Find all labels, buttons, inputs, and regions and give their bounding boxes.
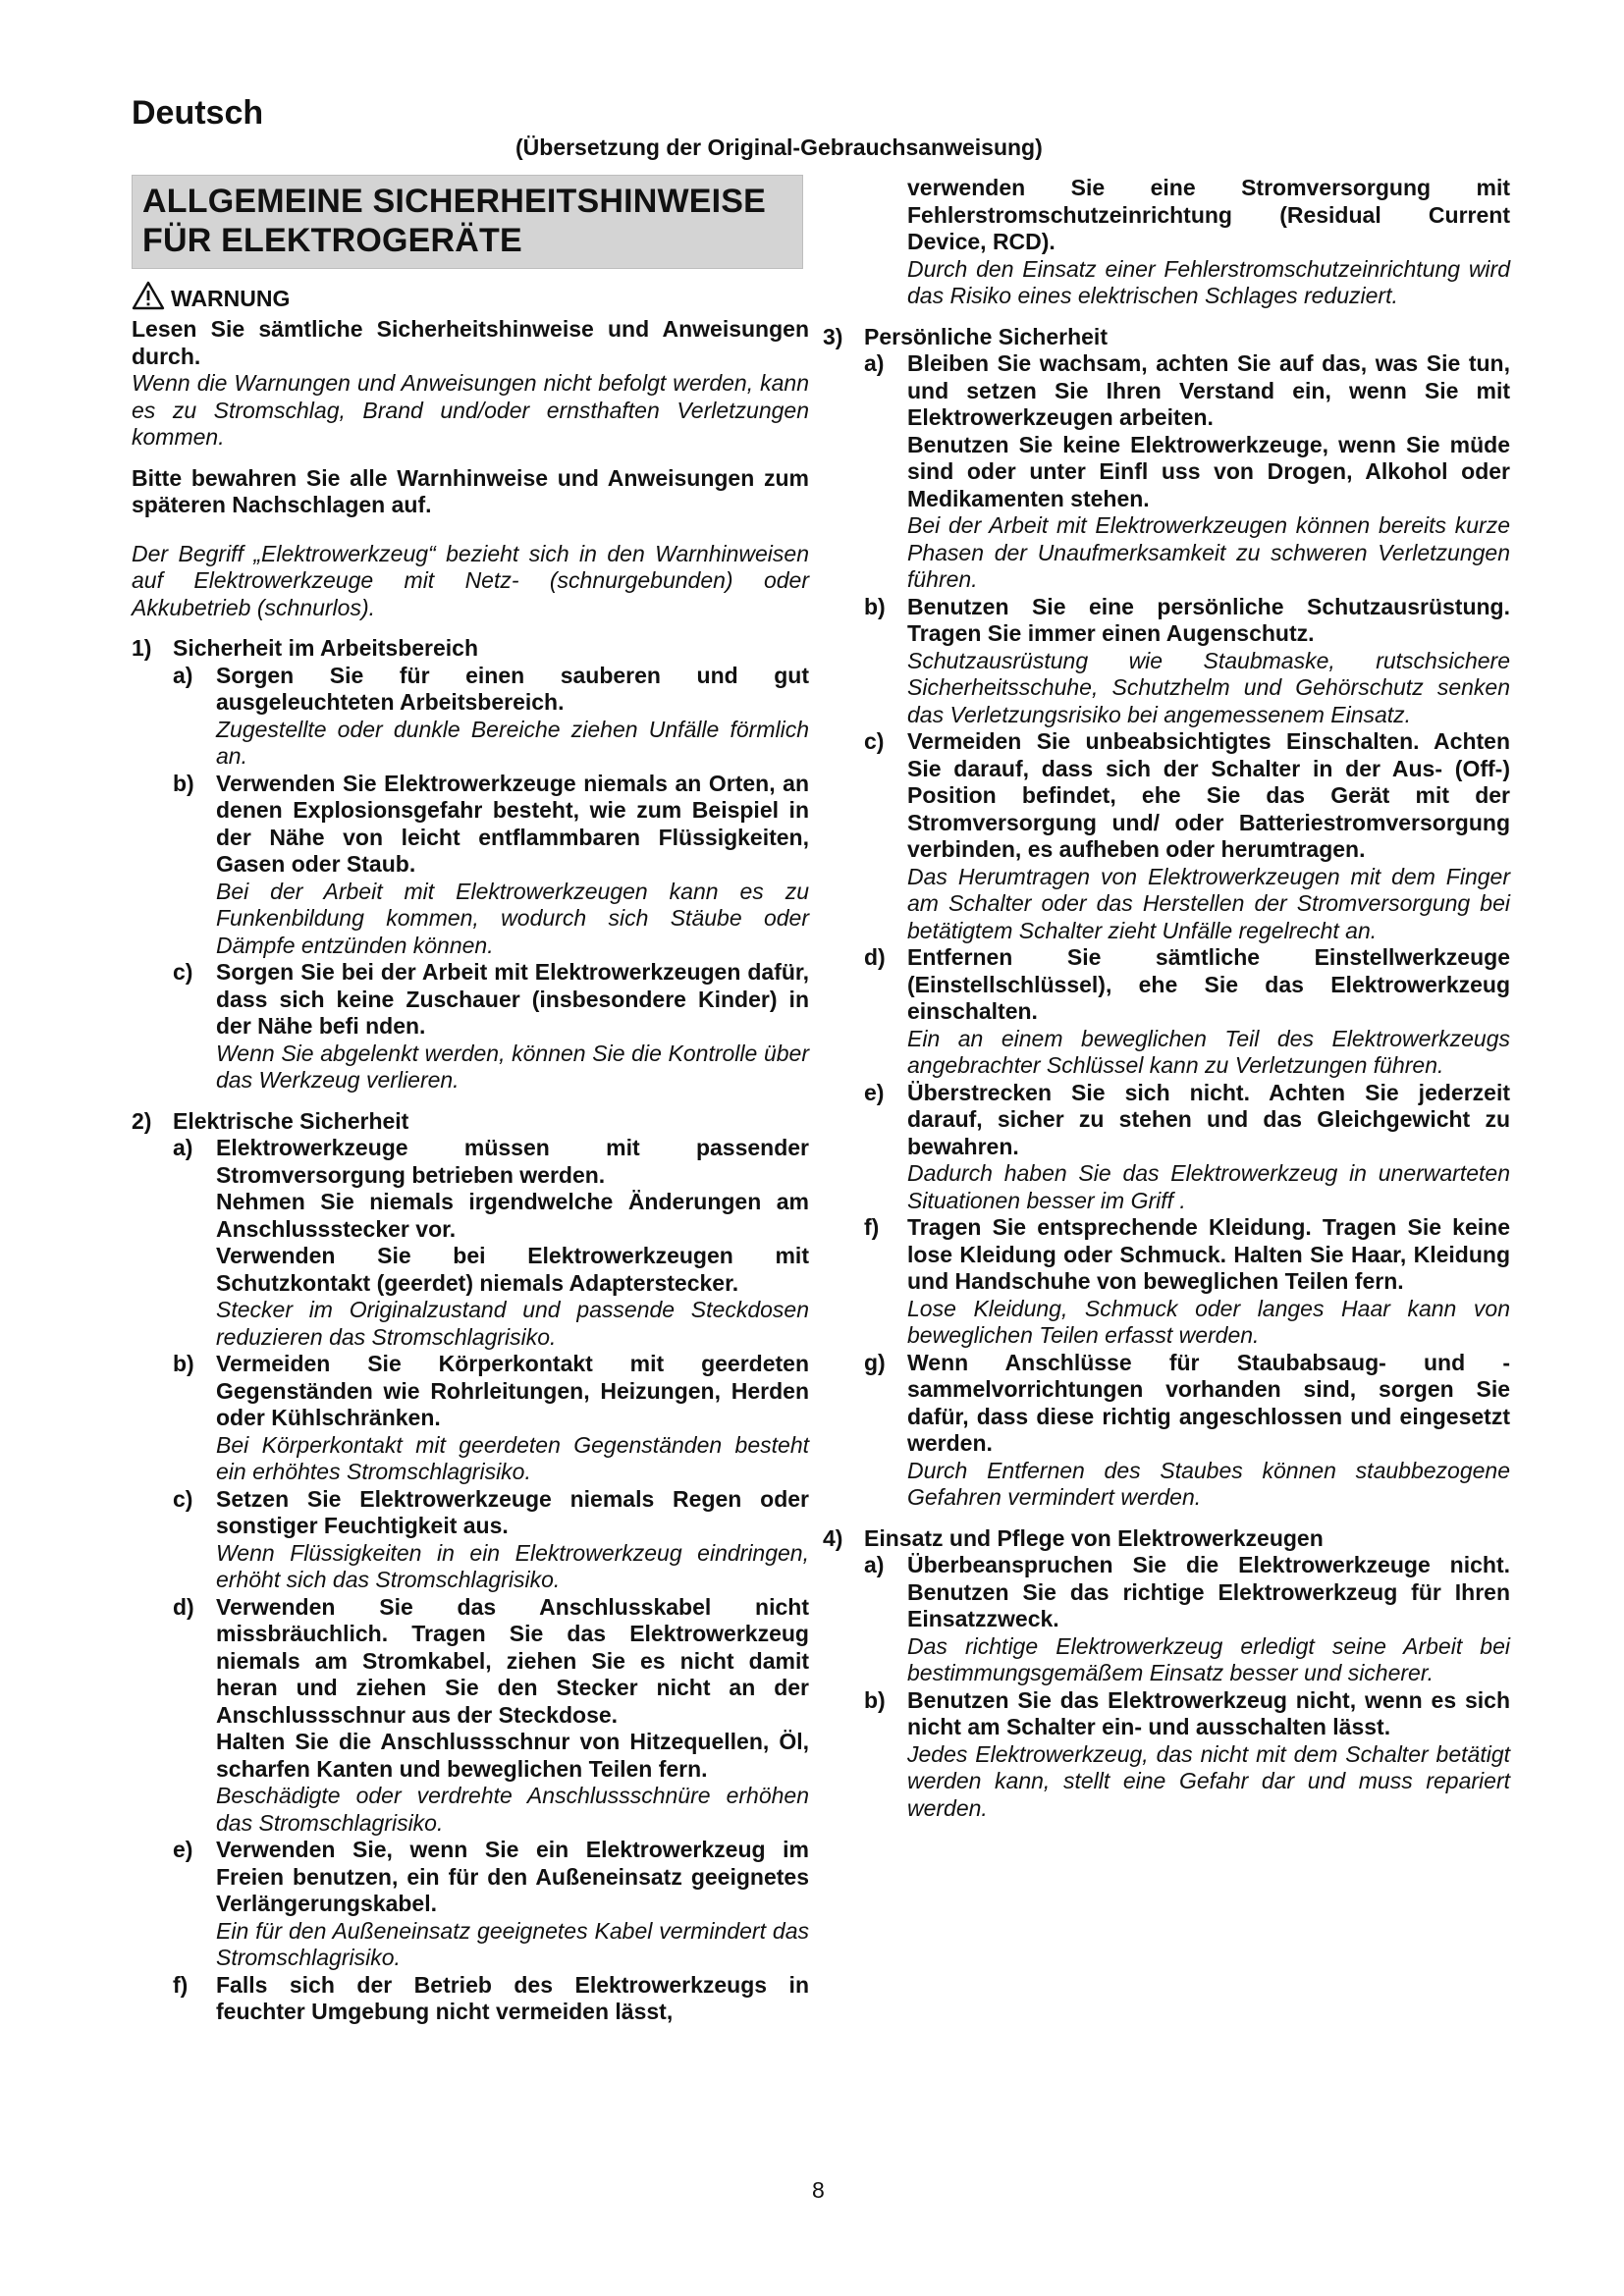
section-4-item-a: a) Überbeanspruchen Sie die Elektrowerkzeuge nicht. Benutzen Sie das richtige Elektrowerkzeug für Ihren Einsatzzweck. Das richtige Elektrowerkzeug erledigt seine Arbeit bei bestimmungsgemäßem Einsatz besser und sicherer. xyxy=(864,1552,1510,1685)
section-3-item-a: a) Bleiben Sie wachsam, achten Sie auf das, was Sie tun, und setzen Sie Ihren Verstand ein, wenn Sie mit Elektrowerkzeugen arbeiten. Benutzen Sie keine Elektrowerkzeuge, wenn Sie müde sind oder unter Einfl uss von Drogen, Alkohol oder Medikamenten stehen. Bei der Arbeit mit Elektrowerkzeugen können bereits kurze Phasen der Unaufmerksamkeit zu schweren Verletzungen führen. xyxy=(864,350,1510,592)
section-2-heading: 2) Elektrische Sicherheit xyxy=(132,1107,409,1134)
page-number: 8 xyxy=(812,2177,825,2203)
warning-read-all: Lesen Sie sämtliche Sicherheitshinweise und Anweisungen durch. xyxy=(132,316,809,369)
section-2-item-b: b) Vermeiden Sie Körperkontakt mit geerdeten Gegenständen wie Rohrleitungen, Heizungen, Herden oder Kühlschränken. Bei Körperkontakt mit geerdeten Gegenständen besteht ein erhöhtes Stromschlagrisiko. xyxy=(173,1351,809,1484)
section-3-item-e: e) Überstrecken Sie sich nicht. Achten Sie jederzeit darauf, sicher zu stehen und das Gleichgewicht zu bewahren. Dadurch haben Sie das Elektrowerkzeug in unerwarteten Situationen besser im Griff . xyxy=(864,1079,1510,1213)
section-title-line-1: ALLGEMEINE SICHERHEITSHINWEISE xyxy=(142,183,767,220)
section-2-item-d: d) Verwenden Sie das Anschlusskabel nicht missbräuchlich. Tragen Sie das Elektrowerkzeug niemals am Stromkabel, ziehen Sie es nicht damit heran und ziehen Sie den Stecker nicht an der Anschlussschnur aus der Steckdose. Halten Sie die Anschlussschnur von Hitzequellen, Öl, scharfen Kanten und beweglichen Teilen fern. Beschädigte oder verdrehte Anschlussschnüre erhöhen das Stromschlagrisiko. xyxy=(173,1593,809,1836)
section-2-item-c: c) Setzen Sie Elektrowerkzeuge niemals Regen oder sonstiger Feuchtigkeit aus. Wenn Flüssigkeiten in ein Elektrowerkzeug eindringen, erhöht sich das Stromschlagrisiko. xyxy=(173,1485,809,1592)
left-column xyxy=(132,175,809,2026)
document-subtitle: (Übersetzung der Original-Gebrauchsanweisung) xyxy=(515,134,1043,160)
section-title-box xyxy=(132,175,803,269)
section-2-item-a: a) Elektrowerkzeuge müssen mit passender Stromversorgung betrieben werden. Nehmen Sie niemals irgendwelche Änderungen am Anschlussstecker vor. Verwenden Sie bei Elektrowerkzeugen mit Schutzkontakt (geerdet) niemals Adapterstecker. Stecker im Originalzustand und passende Steckdosen reduzieren das Stromschlagrisiko. xyxy=(173,1135,809,1350)
section-2-item-e: e) Verwenden Sie, wenn Sie ein Elektrowerkzeug im Freien benutzen, ein für den Außeneinsatz geeignetes Verlängerungskabel. Ein für den Außeneinsatz geeignetes Kabel vermindert das Stromschlagrisiko. xyxy=(173,1837,809,1970)
power-tool-definition: Der Begriff „Elektrowerkzeug“ bezieht sich in den Warnhinweisen auf Elektrowerkzeuge mit Netz- (schnurgebunden) oder Akkubetrieb (schnurlos). xyxy=(132,540,809,620)
section-3-item-b: b) Benutzen Sie eine persönliche Schutzausrüstung. Tragen Sie immer einen Augenschutz. Schutzausrüstung wie Staubmaske, rutschsichere Sicherheitsschuhe, Schutzhelm und Gehörschutz senken das Verletzungsrisiko bei angemessenem Einsatz. xyxy=(864,593,1510,727)
section-3-item-g: g) Wenn Anschlüsse für Staubabsaug- und - sammelvorrichtungen vorhanden sind, sorgen Sie dafür, dass diese richtig angeschlossen und eingesetzt werden. Durch Entfernen des Staubes können staubbezogene Gefahren vermindert werden. xyxy=(864,1349,1510,1510)
section-3-item-d: d) Entfernen Sie sämtliche Einstellwerkzeuge (Einstellschlüssel), ehe Sie das Elektrowerkzeug einschalten. Ein an einem beweglichen Teil des Elektrowerkzeugs angebrachter Schlüssel kann zu Verletzungen führen. xyxy=(864,944,1510,1078)
section-1-heading: 1) Sicherheit im Arbeitsbereich xyxy=(132,635,479,661)
section-4-heading: 4) Einsatz und Pflege von Elektrowerkzeugen xyxy=(823,1524,1324,1551)
section-3-heading: 3) Persönliche Sicherheit xyxy=(823,323,1108,349)
section-1-item-a: a) Sorgen Sie für einen sauberen und gut ausgeleuchteten Arbeitsbereich. Zugestellte oder dunkle Bereiche ziehen Unfälle förmlich an. xyxy=(173,662,809,769)
section-4-item-b: b) Benutzen Sie das Elektrowerkzeug nicht, wenn es sich nicht am Schalter ein- und ausschalten lässt. Jedes Elektrowerkzeug, das nicht mit dem Schalter betätigt werden kann, stellt eine Gefahr dar und muss repariert werden. xyxy=(864,1686,1510,1821)
language-heading: Deutsch xyxy=(132,94,264,132)
warning-label-row xyxy=(132,281,809,316)
section-3-item-c: c) Vermeiden Sie unbeabsichtigtes Einschalten. Achten Sie darauf, dass sich der Schalter in der Aus- (Off-) Position befindet, ehe Sie das Gerät mit der Stromversorgung und/ oder Batteriestromversorgung verbinden, es aufheben oder herumtragen. Das Herumtragen von Elektrowerkzeugen mit dem Finger am Schalter oder das Herstellen der Stromversorgung bei betätigtem Schalter zieht Unfälle regelrecht an. xyxy=(864,728,1510,943)
warning-keep-instructions: Bitte bewahren Sie alle Warnhinweise und Anweisungen zum späteren Nachschlagen auf. xyxy=(132,464,809,517)
section-title-line-2: FÜR ELEKTROGERÄTE xyxy=(142,222,522,259)
warning-consequences: Wenn die Warnungen und Anweisungen nicht befolgt werden, kann es zu Stromschlag, Brand und/oder ernsthaften Verletzungen kommen. xyxy=(132,370,809,450)
section-2-item-f-continued: verwenden Sie eine Stromversorgung mit Fehlerstromschutzeinrichtung (Residual Current Device, RCD). Durch den Einsatz einer Fehlerstromschutzeinrichtung wird das Risiko eines elektrischen Schlages reduziert. xyxy=(907,175,1510,308)
section-1-item-c: c) Sorgen Sie bei der Arbeit mit Elektrowerkzeugen dafür, dass sich keine Zuschauer (insbesondere Kinder) in der Nähe befi nden. Wenn Sie abgelenkt werden, können Sie die Kontrolle über das Werkzeug verlieren. xyxy=(173,959,809,1093)
section-1-item-b: b) Verwenden Sie Elektrowerkzeuge niemals an Orten, an denen Explosionsgefahr besteht, wie zum Beispiel in der Nähe von leicht entflammbaren Flüssigkeiten, Gasen oder Staub. Bei der Arbeit mit Elektrowerkzeugen kann es zu Funkenbildung kommen, wodurch sich Stäube oder Dämpfe entzünden können. xyxy=(173,770,809,958)
warning-label: WARNUNG xyxy=(171,285,291,311)
right-column xyxy=(823,175,1510,1822)
section-3-item-f: f) Tragen Sie entsprechende Kleidung. Tragen Sie keine lose Kleidung oder Schmuck. Halten Sie Haar, Kleidung und Handschuhe von beweglichen Teilen fern. Lose Kleidung, Schmuck oder langes Haar kann von beweglichen Teilen erfasst werden. xyxy=(864,1214,1510,1348)
warning-triangle-icon xyxy=(132,281,165,316)
section-2-item-f: f) Falls sich der Betrieb des Elektrowerkzeugs in feuchter Umgebung nicht vermeiden lässt, xyxy=(173,1971,809,2024)
